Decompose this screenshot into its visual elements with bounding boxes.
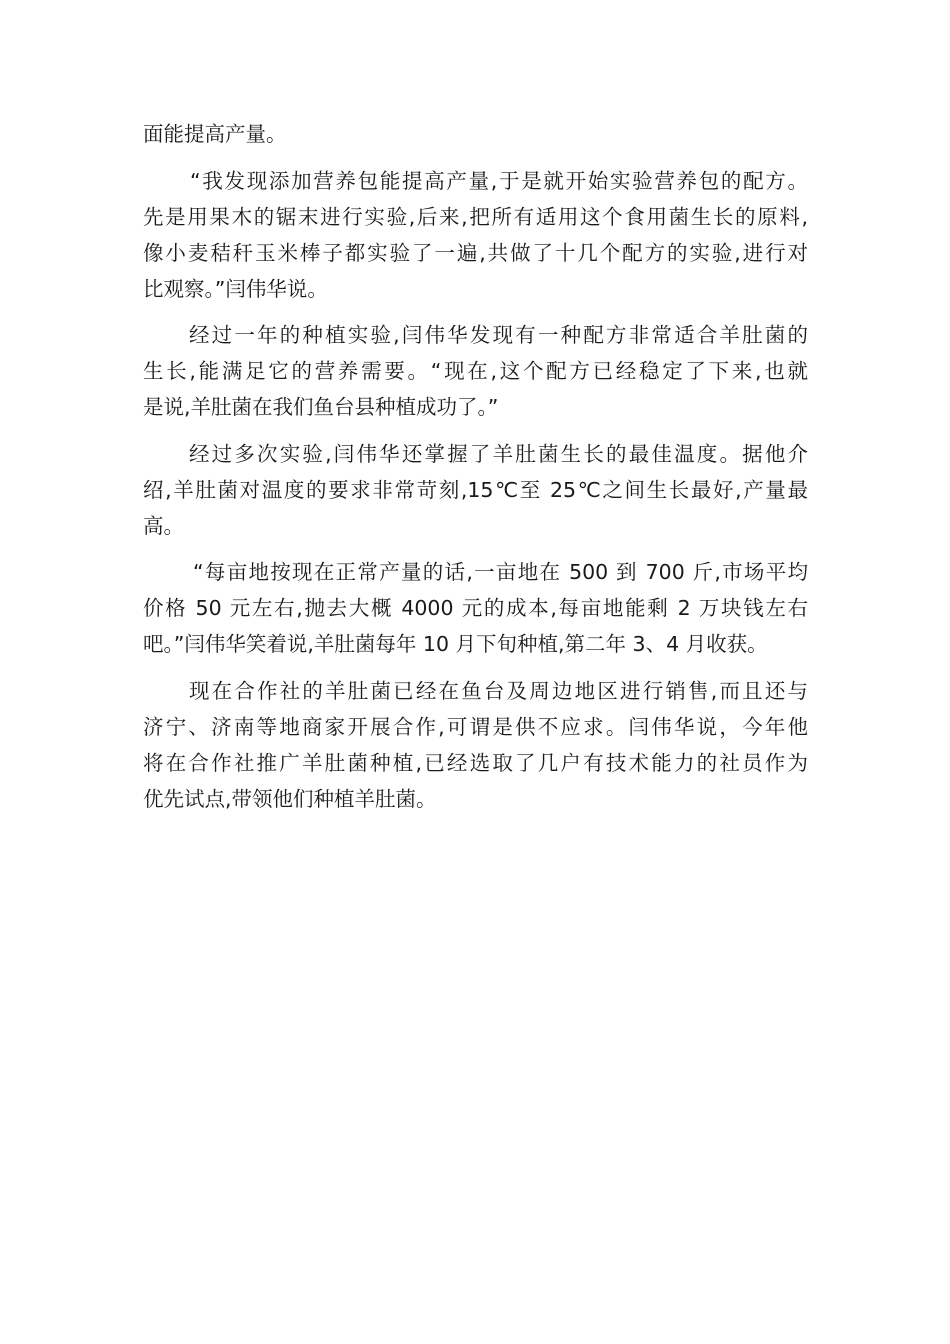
- text-line: 生长,能满足它的营养需要。“现在,这个配方已经稳定了下来,也就: [143, 359, 808, 383]
- paragraph: [143, 163, 808, 307]
- text-line: 吧。”闫伟华笑着说,羊肚菌每年 10 月下旬种植,第二年 3、4 月收获。: [143, 632, 768, 656]
- text-line: 先是用果木的锯末进行实验,后来,把所有适用这个食用菌生长的原料,: [143, 204, 808, 229]
- text-line: 面能提高产量。: [143, 122, 287, 146]
- text-line: “我发现添加营养包能提高产量,于是就开始实验营养包的配方。: [190, 168, 808, 193]
- text-line: 高。: [143, 513, 184, 538]
- text-line: 济宁、济南等地商家开展合作,可谓是供不应求。闫伟华说，今年他: [143, 714, 808, 739]
- text-line: 是说,羊肚菌在我们鱼台县种植成功了。”: [143, 395, 499, 419]
- paragraph: [143, 436, 808, 544]
- text-line: 现在合作社的羊肚菌已经在鱼台及周边地区进行销售,而且还与: [189, 678, 808, 703]
- article-body: [143, 116, 808, 817]
- text-line: “每亩地按现在正常产量的话,一亩地在 500 到 700 斤,市场平均: [193, 560, 808, 584]
- text-line: 比观察。”闫伟华说。: [143, 276, 328, 301]
- paragraph: [143, 317, 808, 425]
- text-line: 经过多次实验,闫伟华还掌握了羊肚菌生长的最佳温度。据他介: [189, 441, 808, 466]
- paragraph: [143, 554, 808, 662]
- paragraph: [143, 116, 808, 152]
- text-line: 优先试点,带领他们种植羊肚菌。: [143, 786, 437, 811]
- text-line: 绍,羊肚菌对温度的要求非常苛刻,15℃至 25℃之间生长最好,产量最: [143, 477, 808, 502]
- paragraph: [143, 673, 808, 817]
- text-line: 将在合作社推广羊肚菌种植,已经选取了几户有技术能力的社员作为: [143, 750, 808, 775]
- text-line: 经过一年的种植实验,闫伟华发现有一种配方非常适合羊肚菌的: [189, 323, 808, 347]
- text-line: 价格 50 元左右,抛去大概 4000 元的成本,每亩地能剩 2 万块钱左右: [143, 596, 808, 620]
- text-line: 像小麦秸秆玉米棒子都实验了一遍,共做了十几个配方的实验,进行对: [143, 240, 808, 265]
